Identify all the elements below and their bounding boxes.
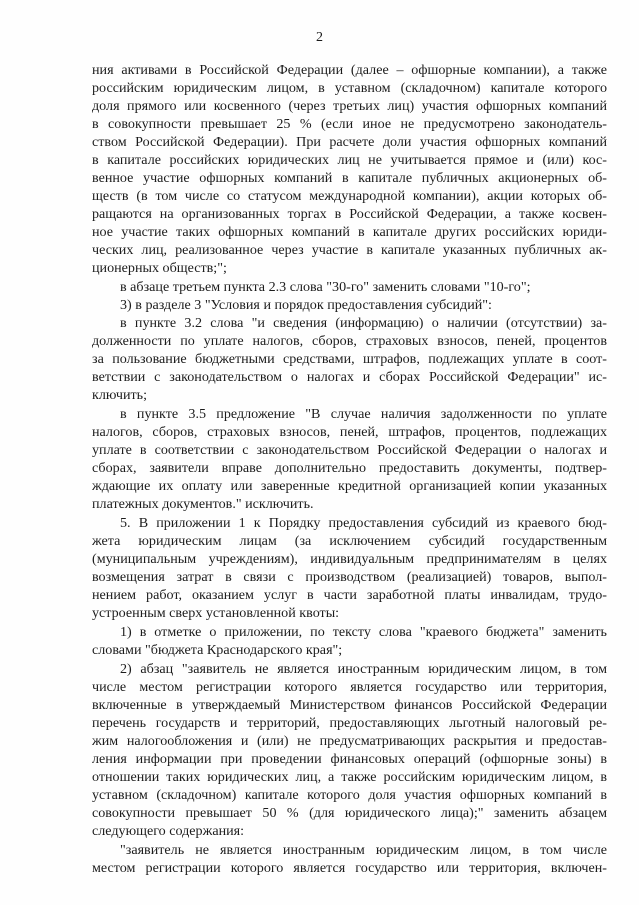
text-line: ния активами в Российской Федерации (далее – офшорные компании), а также [92,62,607,78]
text-line: включенные в утверждаемый Министерством финансов Российской Федерации [92,697,607,713]
text-line: в абзаце третьем пункта 2.3 слова "30-го" заменить словами "10-го"; [120,279,531,295]
text-line: ления информации при проведении финансовых операций (офшорные зоны) в [92,751,607,767]
text-line: возмещения затрат в связи с производством (реализацией) товаров, выпол- [92,569,607,585]
text-line: отношении таких юридических лиц, а также российским юридическим лицом, в [92,769,607,785]
text-line: сборах, заявители вправе дополнительно предоставить документы, подтвер- [92,460,607,476]
text-line: в пункте 3.2 слова "и сведения (информацию) о наличии (отсутствии) за- [120,315,607,331]
text-line: ключить; [92,387,148,403]
text-line: словами "бюджета Краснодарского края"; [92,642,343,658]
text-line: в пункте 3.5 предложение "В случае наличия задолженности по уплате [120,406,607,422]
text-line: уплате в соответствии с законодательством Российской Федерации о налогах и [92,442,607,458]
text-line: ческих лиц, реализованное через участие в капитале указанных публичных ак- [92,242,607,258]
text-line: 1) в отметке о приложении, по тексту слова "краевого бюджета" заменить [120,624,607,640]
text-line: совокупности превышает 50 % (для юридического лица);" заменить абзацем [92,805,607,821]
text-line: 5. В приложении 1 к Порядку предоставления субсидий из краевого бюд- [120,515,607,531]
text-line: "заявитель не является иностранным юридическим лицом, в том числе [120,842,607,858]
text-line: нением работ, оказанием услуг в части заработной платы инвалидам, трудо- [92,587,607,603]
text-line: платежных документов." исключить. [92,496,314,512]
text-line: ществ (в том числе со статусом международной компании), акции которых об- [92,188,607,204]
text-line: российским юридическим лицом, в уставном (складочном) капитале которого [92,80,607,96]
text-line: местом регистрации которого является государство или территория, включен- [92,860,607,876]
text-line: налогов, сборов, страховых взносов, пеней, штрафов, процентов, подлежащих [92,424,607,440]
text-line: устроенным сверх установленной квоты: [92,605,340,621]
text-line: ное участие таких офшорных компаний в капитале других российских юриди- [92,224,607,240]
text-line: ством Российской Федерации). При расчете доли участия офшорных компаний [92,134,607,150]
text-line: 2) абзац "заявитель не является иностранным юридическим лицом, в том [120,661,607,677]
text-line: ветствии с законодательством о налогах и сборах Российской Федерации" ис- [92,369,607,385]
text-line: венное участие офшорных компаний в капитале публичных акционерных об- [92,170,607,186]
text-line: следующего содержания: [92,823,245,839]
text-line: перечень государств и территорий, предоставляющих льготный налоговый ре- [92,715,607,731]
text-line: ционерных обществ;"; [92,260,227,276]
text-line: жим налогообложения и (или) не предусматривающих раскрытия и предостав- [92,733,607,749]
text-line: долженности по уплате налогов, сборов, страховых взносов, пеней, процентов [92,333,607,349]
text-line: за пользование бюджетными средствами, штрафов, подлежащих уплате в соот- [92,351,607,367]
text-line: уставном (складочном) капитале которого доля участия офшорных компаний в [92,787,607,803]
text-line: числе местом регистрации которого является государство или территория, [92,679,607,695]
text-line: доля прямого или косвенного (через третьих лиц) участия офшорных компаний [92,98,607,114]
text-line: жета юридическим лицам (за исключением субсидий государственным [92,533,607,549]
page-number: 2 [316,30,323,45]
text-line: ждающие их оплату или заверенные кредитной организацией копии указанных [92,478,607,494]
text-line: ращаются на организованных торгах в Российской Федерации, а также косвен- [92,206,607,222]
text-line: (муниципальным учреждениям), индивидуальным предпринимателям в целях [92,551,607,567]
text-line: в капитале российских юридических лиц не учитывается прямое и (или) кос- [92,152,607,168]
text-line: 3) в разделе 3 "Условия и порядок предоставления субсидий": [120,297,492,313]
text-line: в совокупности превышает 25 % (если иное не предусмотрено законодатель- [92,116,607,132]
